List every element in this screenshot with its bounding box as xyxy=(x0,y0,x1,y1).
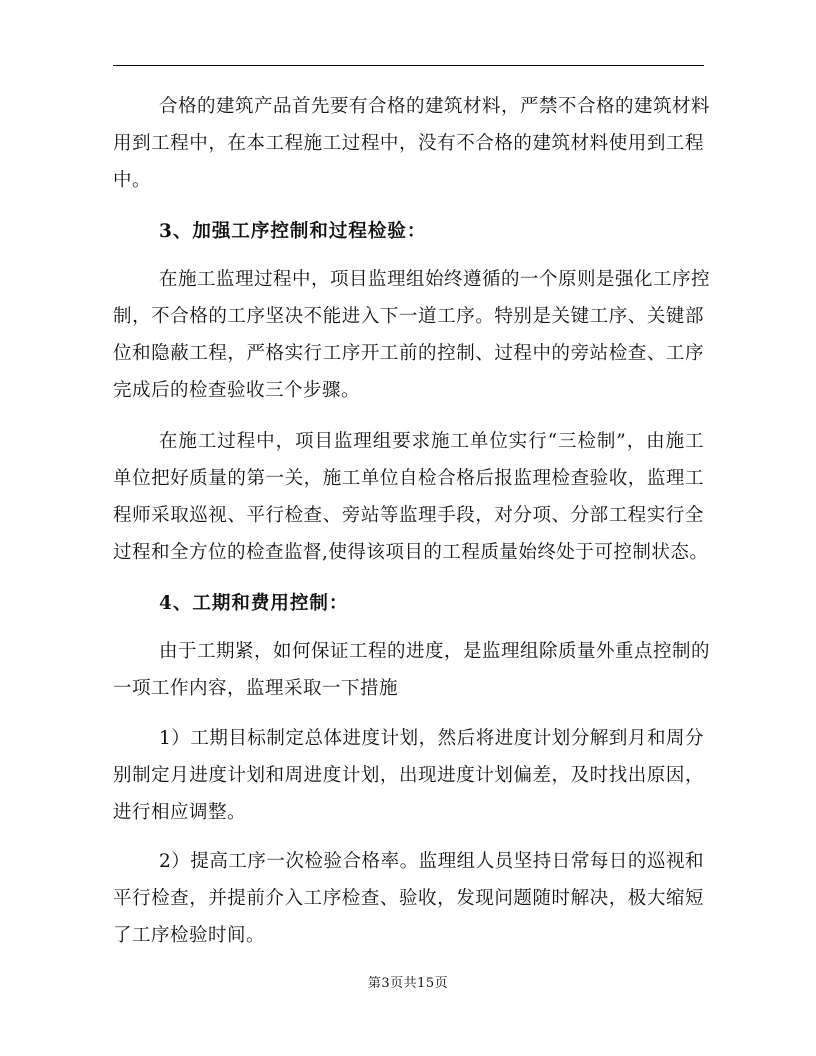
paragraph-line: 在施工监理过程中，项目监理组始终遵循的一个原则是强化工序控 xyxy=(159,269,711,290)
paragraph-line: 在施工过程中，项目监理组要求施工单位实行“三检制”，由施工 xyxy=(159,431,704,452)
paragraph-line: 单位把好质量的第一关，施工单位自检合格后报监理检查验收，监理工 xyxy=(113,468,704,489)
paragraph-line: 进行相应调整。 xyxy=(113,802,247,823)
paragraph-line: 制，不合格的工序坚决不能进入下一道工序。特别是关键工序、关键部 xyxy=(113,306,704,327)
page-number: 第3页共15页 xyxy=(367,976,449,991)
section-heading: 4、工期和费用控制： xyxy=(159,593,349,614)
paragraph-line: 过程和全方位的检查监督,使得该项目的工程质量始终处于可控制状态。 xyxy=(113,542,709,563)
paragraph-line: 由于工期紧，如何保证工程的进度，是监理组除质量外重点控制的 xyxy=(159,641,711,662)
paragraph-line: 位和隐蔽工程，严格实行工序开工前的控制、过程中的旁站检查、工序 xyxy=(113,343,704,364)
paragraph-line: 了工序检验时间。 xyxy=(113,925,266,946)
section-heading: 3、加强工序控制和过程检验： xyxy=(159,221,427,242)
paragraph-line: 一项工作内容，监理采取一下措施 xyxy=(113,678,399,699)
header-rule xyxy=(113,65,704,66)
paragraph-line: 1）工期目标制定总体进度计划，然后将进度计划分解到月和周分 xyxy=(159,728,704,749)
paragraph-line: 合格的建筑产品首先要有合格的建筑材料，严禁不合格的建筑材料 xyxy=(159,96,711,117)
paragraph-line: 完成后的检查验收三个步骤。 xyxy=(113,380,361,401)
paragraph-line: 程师采取巡视、平行检查、旁站等监理手段，对分项、分部工程实行全 xyxy=(113,505,704,526)
paragraph-line: 用到工程中，在本工程施工过程中，没有不合格的建筑材料使用到工程 xyxy=(113,133,704,154)
paragraph-line: 2）提高工序一次检验合格率。监理组人员坚持日常每日的巡视和 xyxy=(159,851,704,872)
paragraph-line: 中。 xyxy=(113,170,152,191)
paragraph-line: 平行检查，并提前介入工序检查、验收，发现问题随时解决，极大缩短 xyxy=(113,888,704,909)
paragraph-line: 别制定月进度计划和周进度计划，出现进度计划偏差，及时找出原因， xyxy=(113,765,704,786)
